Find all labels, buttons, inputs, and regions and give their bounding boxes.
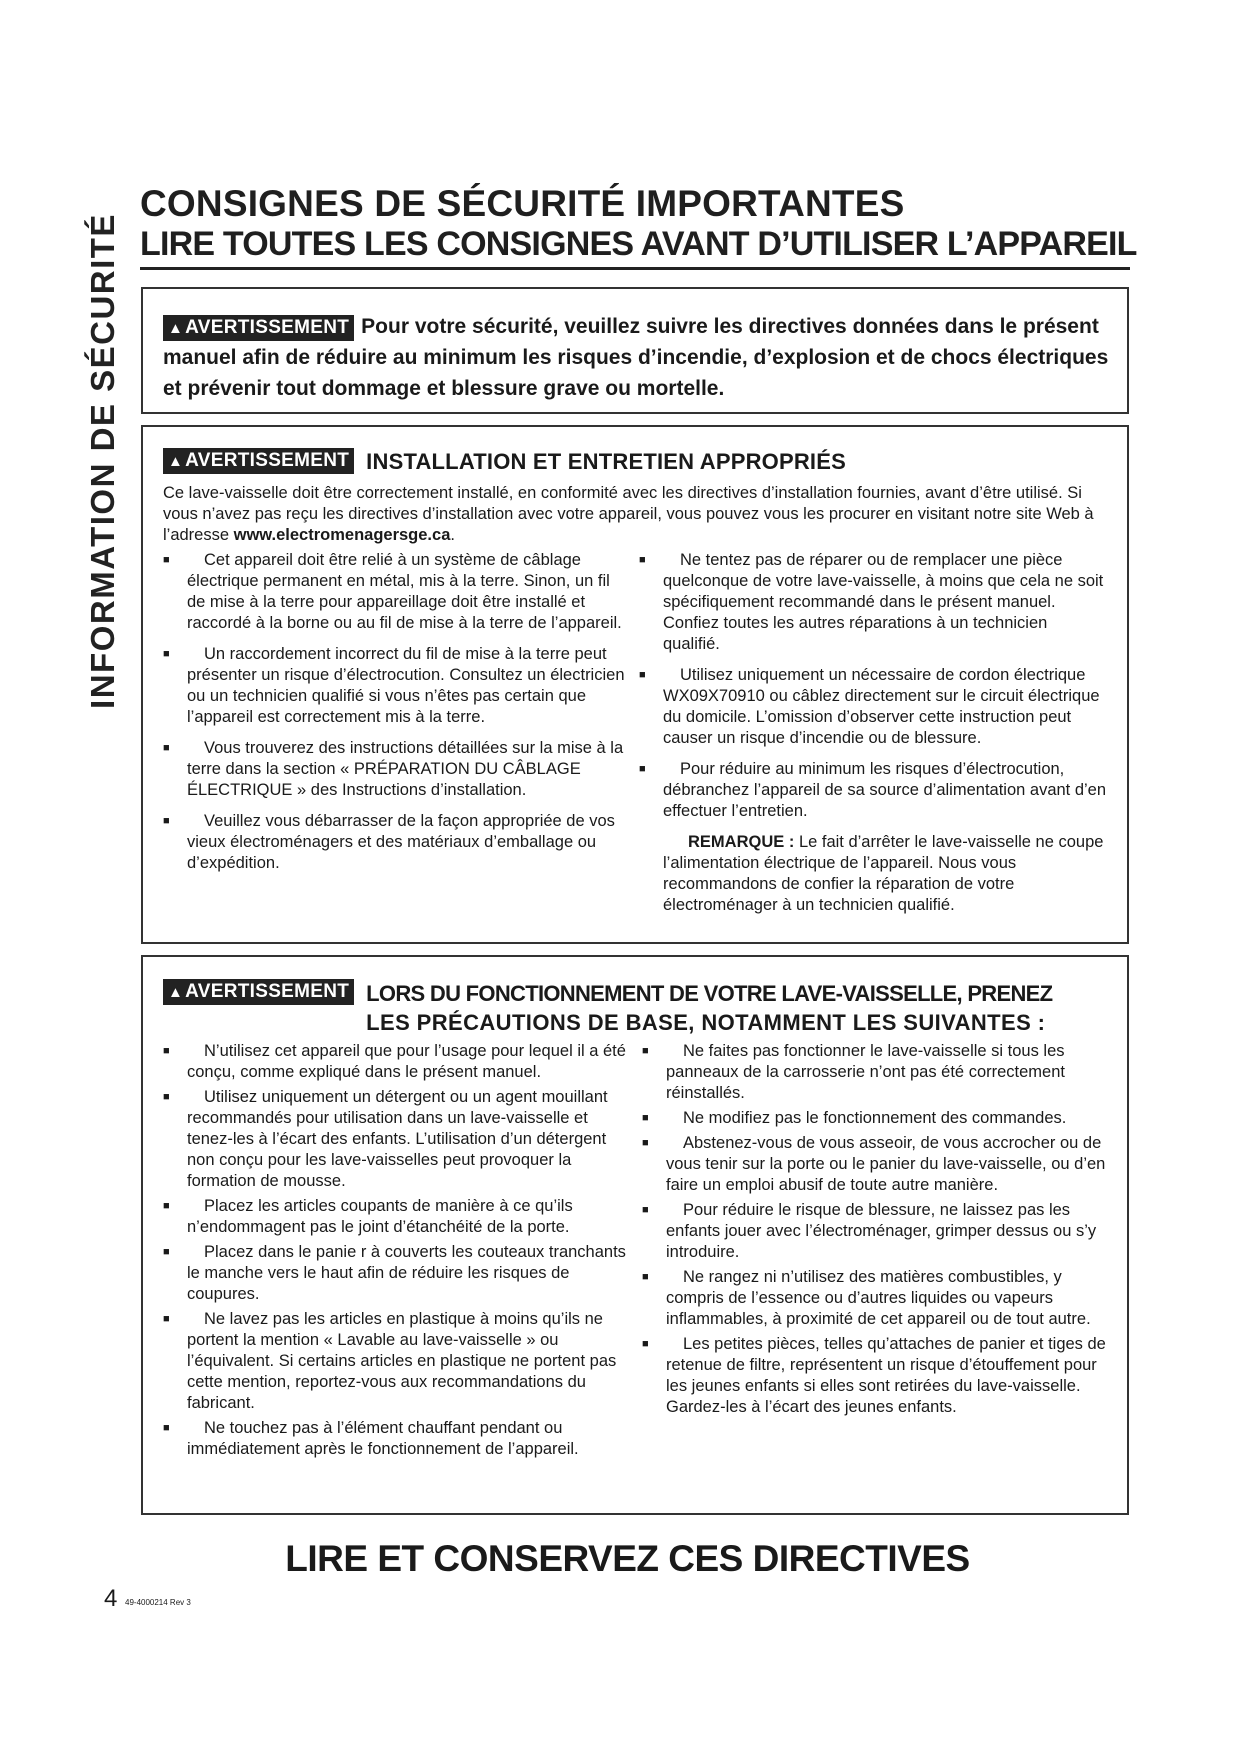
list-item: ■ Ne touchez pas à l’élément chauffant pendant ou immédiatement après le fonctionnement de l’appareil. xyxy=(163,1418,632,1460)
operation-heading-row xyxy=(163,979,1117,1037)
footer-title: LIRE ET CONSERVEZ CES DIRECTIVES xyxy=(285,1538,970,1579)
list-item: ■ Utilisez uniquement un détergent ou un agent mouillant recommandés pour utilisation dans un lave-vaisselle et tenez-les à l’écart des enfants. L’utilisation d’un détergent non conçu pour les lave-vaisselles peut provoquer la formation de mousse. xyxy=(163,1087,632,1192)
warning-badge: ▲ AVERTISSEMENT xyxy=(163,979,354,1005)
operation-left-column xyxy=(163,1041,640,1464)
section-side-title: INFORMATION DE SÉCURITÉ xyxy=(84,212,122,709)
operation-right-column xyxy=(640,1041,1117,1464)
page-subtitle: LIRE TOUTES LES CONSIGNES AVANT D’UTILISER L’APPAREIL xyxy=(140,225,1137,263)
general-warning-box xyxy=(141,287,1129,414)
remark-label: REMARQUE : xyxy=(688,833,795,851)
operation-columns xyxy=(163,1041,1117,1464)
remark-note xyxy=(639,832,1107,916)
warning-badge: ▲ AVERTISSEMENT xyxy=(163,448,354,474)
list-item: ■ Veuillez vous débarrasser de la façon appropriée de vos vieux électroménagers et des matériaux d’emballage ou d’expédition. xyxy=(163,811,629,874)
installation-intro: Ce lave-vaisselle doit être correctement installé, en conformité avec les directives d’installation fournies, avant d’être utilisé. Si vous n’avez pas reçu les directives d’installation avec votre appareil, vous pouvez vous les procurer en visitant notre site Web à l’adresse www.electromenagersge.ca. xyxy=(163,484,1094,544)
list-item: ■ Ne tentez pas de réparer ou de remplacer une pièce quelconque de votre lave-vaisselle, à moins que cela ne soit spécifiquement recommandé dans le présent manuel. Confiez toutes les autres réparations à un technicien qualifié. xyxy=(639,550,1107,655)
page-number: 4 xyxy=(104,1585,118,1612)
list-item: ■ Ne faites pas fonctionner le lave-vaisselle si tous les panneaux de la carrosserie n’ont pas été correctement réinstallés. xyxy=(642,1041,1113,1104)
operation-warning-box xyxy=(141,955,1129,1515)
list-item: ■ Placez les articles coupants de manière à ce qu’ils n’endommagent pas le joint d’étanchéité de la porte. xyxy=(163,1196,632,1238)
warning-triangle-icon: ▲ xyxy=(168,453,184,470)
page-title: CONSIGNES DE SÉCURITÉ IMPORTANTES xyxy=(140,183,905,224)
general-warning-text: Pour votre sécurité, veuillez suivre les directives données dans le présent manuel afin de réduire au minimum les risques d’incendie, d’explosion et de chocs électriques et prévenir tout dommage et blessure grave ou mortelle. xyxy=(163,315,1109,400)
list-item: ■ Placez dans le panie r à couverts les couteaux tranchants le manche vers le haut afin de réduire les risques de coupures. xyxy=(163,1242,632,1305)
general-warning-paragraph xyxy=(163,311,1111,404)
list-item: ■ Les petites pièces, telles qu’attaches de panier et tiges de retenue de filtre, représentent un risque d’étouffement pour les jeunes enfants si elles sont retirées du lave-vaisselle. Gardez-les à l’écart des jeunes enfants. xyxy=(642,1334,1113,1418)
installation-left-column xyxy=(163,550,637,926)
installation-heading-row xyxy=(163,448,1111,475)
list-item: ■ Pour réduire au minimum les risques d’électrocution, débranchez l’appareil de sa source d’alimentation avant d’en effectuer l’entretien. xyxy=(639,759,1107,822)
installation-warning-box xyxy=(141,425,1129,944)
list-item: ■ Un raccordement incorrect du fil de mise à la terre peut présenter un risque d’électrocution. Consultez un électricien ou un technicien qualifié si vous n’êtes pas certain que l’appareil est correctement mis à la terre. xyxy=(163,644,629,728)
installation-columns xyxy=(163,550,1111,926)
list-item: ■ Ne modifiez pas le fonctionnement des commandes. xyxy=(642,1108,1113,1129)
list-item: ■ N’utilisez cet appareil que pour l’usage pour lequel il a été conçu, comme expliqué dans le présent manuel. xyxy=(163,1041,632,1083)
installation-right-column xyxy=(637,550,1111,926)
warning-triangle-icon: ▲ xyxy=(168,984,184,1001)
remark-text: Le fait d’arrêter le lave-vaisselle ne coupe l’alimentation électrique de l’appareil. Nous vous recommandons de confier la réparation de votre électroménager à un technicien qualifié. xyxy=(663,833,1104,914)
warning-badge: ▲ AVERTISSEMENT xyxy=(163,315,354,341)
list-item: ■ Vous trouverez des instructions détaillées sur la mise à la terre dans la section « PRÉPARATION DU CÂBLAGE ÉLECTRIQUE » des Instructions d’installation. xyxy=(163,738,629,801)
document-code: 49-4000214 Rev 3 xyxy=(125,1598,191,1607)
title-underline xyxy=(140,267,1130,270)
list-item: ■ Ne rangez ni n’utilisez des matières combustibles, y compris de l’essence ou d’autres liquides ou vapeurs inflammables, à proximité de cet appareil ou de tout autre. xyxy=(642,1267,1113,1330)
operation-heading: LORS DU FONCTIONNEMENT DE VOTRE LAVE-VAISSELLE, PRENEZ LES PRÉCAUTIONS DE BASE, NOTAMMENT LES SUIVANTES : xyxy=(366,981,1053,1035)
list-item: ■ Utilisez uniquement un nécessaire de cordon électrique WX09X70910 ou câblez directement sur le circuit électrique du domicile. L’omission d’observer cette instruction peut causer un risque d’incendie ou de blessure. xyxy=(639,665,1107,749)
list-item: ■ Abstenez-vous de vous asseoir, de vous accrocher ou de vous tenir sur la porte ou le panier du lave-vaisselle, ou d’en faire un emploi abusif de toute autre manière. xyxy=(642,1133,1113,1196)
warning-triangle-icon: ▲ xyxy=(168,320,184,337)
list-item: ■ Ne lavez pas les articles en plastique à moins qu’ils ne portent la mention « Lavable au lave-vaisselle » ou l’équivalent. Si certains articles en plastique ne portent pas cette mention, reportez-vous aux recommandations du fabricant. xyxy=(163,1309,632,1414)
list-item: ■ Pour réduire le risque de blessure, ne laissez pas les enfants jouer avec l’électroménager, grimper dessus ou s’y introduire. xyxy=(642,1200,1113,1263)
list-item: ■ Cet appareil doit être relié à un système de câblage électrique permanent en métal, mis à la terre. Sinon, un fil de mise à la terre pour appareillage doit être installé et raccordé à la borne ou au fil de mise à la terre de l’appareil. xyxy=(163,550,629,634)
installation-heading: INSTALLATION ET ENTRETIEN APPROPRIÉS xyxy=(366,449,846,474)
website-link[interactable]: www.electromenagersge.ca xyxy=(233,526,451,544)
